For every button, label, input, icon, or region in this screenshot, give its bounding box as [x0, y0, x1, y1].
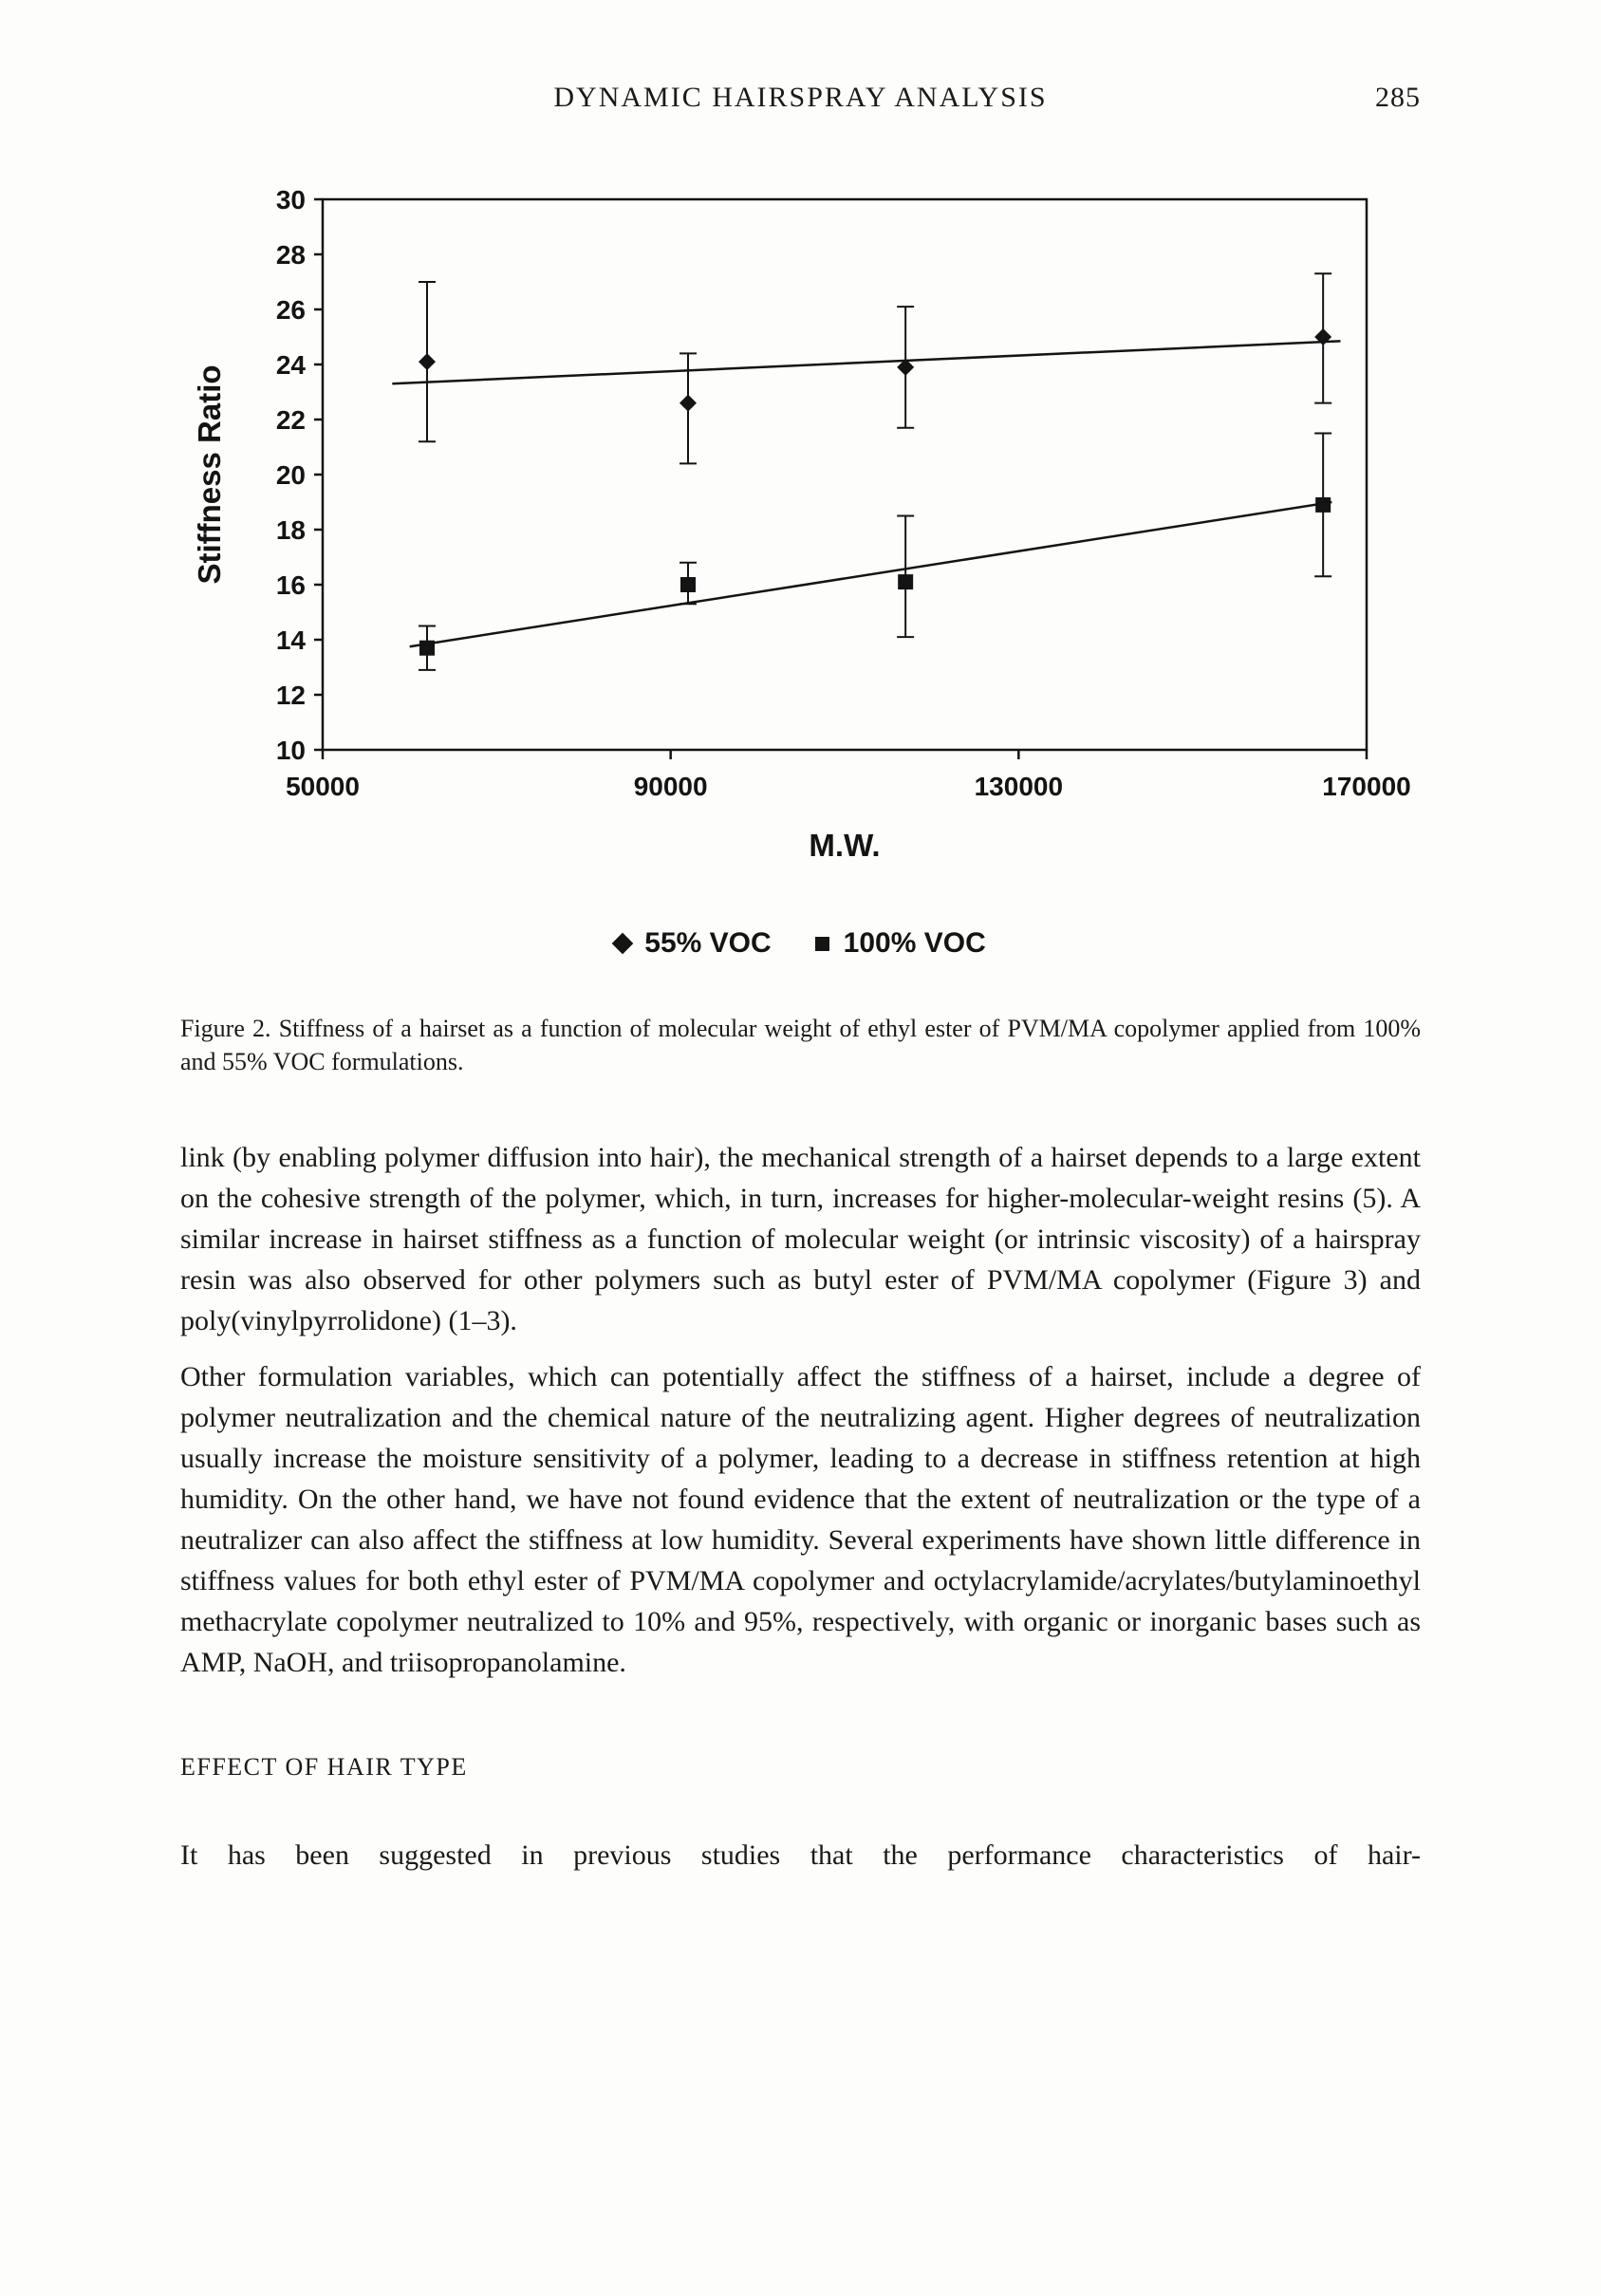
x-tick-label: 170000 [1322, 772, 1411, 801]
legend-label-100voc: 100% VOC [843, 927, 986, 959]
page-header [180, 82, 1421, 114]
closing-paragraph: It has been suggested in previous studies that the performance characteristics of hair- [180, 1839, 1421, 1871]
y-tick-label: 28 [275, 240, 306, 270]
y-tick-label: 24 [275, 350, 306, 380]
y-tick-label: 22 [275, 405, 306, 435]
y-tick-label: 10 [275, 736, 306, 765]
data-point-square [680, 577, 696, 592]
x-tick-label: 130000 [974, 772, 1064, 801]
y-tick-label: 18 [275, 515, 306, 545]
figure-caption [180, 1012, 1421, 1078]
page-number: 285 [1375, 82, 1421, 113]
y-tick-label: 16 [275, 570, 306, 600]
figure-caption-text: Stiffness of a hairset as a function of molecular weight of ethyl ester of PVM/MA copolymer applied from 100% and 55% VOC formulations. [180, 1015, 1421, 1075]
trend-line-1 [410, 502, 1332, 646]
data-point-diamond [419, 353, 436, 370]
y-axis-title: Stiffness Ratio [192, 364, 227, 585]
legend-label-55voc: 55% VOC [644, 927, 772, 959]
text-block [180, 0, 1421, 1876]
data-point-square [419, 641, 435, 656]
data-point-diamond [679, 395, 697, 412]
y-tick-label: 14 [275, 625, 306, 655]
diamond-marker-icon [612, 933, 634, 955]
y-tick-label: 20 [275, 460, 306, 490]
figure-2 [180, 166, 1421, 1078]
y-tick-label: 12 [275, 681, 306, 710]
x-axis-title: M.W. [809, 828, 881, 863]
y-tick-label: 30 [275, 185, 306, 215]
y-tick-label: 26 [275, 295, 306, 325]
paragraph-1: link (by enabling polymer diffusion into hair), the mechanical strength of a hairset depends to a large extent on the cohesive strength of the polymer, which, in turn, increases for higher-molecular-weight resins (5). A similar increase in hairset stiffness as a function of molecular weight (or intrinsic viscosity) of a hairspray resin was also observed for other polymers such as butyl ester of PVM/MA copolymer (Figure 3) and poly(vinylpyrrolidone) (1–3). [180, 1142, 1421, 1336]
figure-caption-label: Figure 2. [180, 1015, 271, 1042]
x-tick-label: 50000 [286, 772, 360, 801]
data-point-square [898, 574, 913, 589]
trend-line-0 [392, 341, 1340, 383]
section-heading: EFFECT OF HAIR TYPE [180, 1753, 468, 1781]
x-tick-label: 90000 [633, 772, 708, 801]
chart-legend [180, 927, 1421, 960]
square-marker-icon [815, 937, 829, 951]
stiffness-chart [180, 166, 1421, 887]
data-point-square [1315, 497, 1331, 513]
legend-item-100voc [815, 927, 986, 960]
running-head: DYNAMIC HAIRSPRAY ANALYSIS [553, 82, 1048, 113]
plot-frame [323, 199, 1367, 750]
legend-item-55voc [615, 927, 771, 960]
paragraph-2: Other formulation variables, which can potentially affect the stiffness of a hairset, include a degree of polymer neutralization and the chemical nature of the neutralizing agent. Higher degrees of neutralization usually increase the moisture sensitivity of a polymer, leading to a decrease in stiffness retention at high humidity. On the other hand, we have not found evidence that the extent of neutralization or the type of a neutralizer can also affect the stiffness at low humidity. Several experiments have shown little difference in stiffness values for both ethyl ester of PVM/MA copolymer and octylacrylamide/acrylates/butylaminoethyl methacrylate copolymer neutralized to 10% and 95%, respectively, with organic or inorganic bases such as AMP, NaOH, and triisopropanolamine. [180, 1361, 1421, 1678]
